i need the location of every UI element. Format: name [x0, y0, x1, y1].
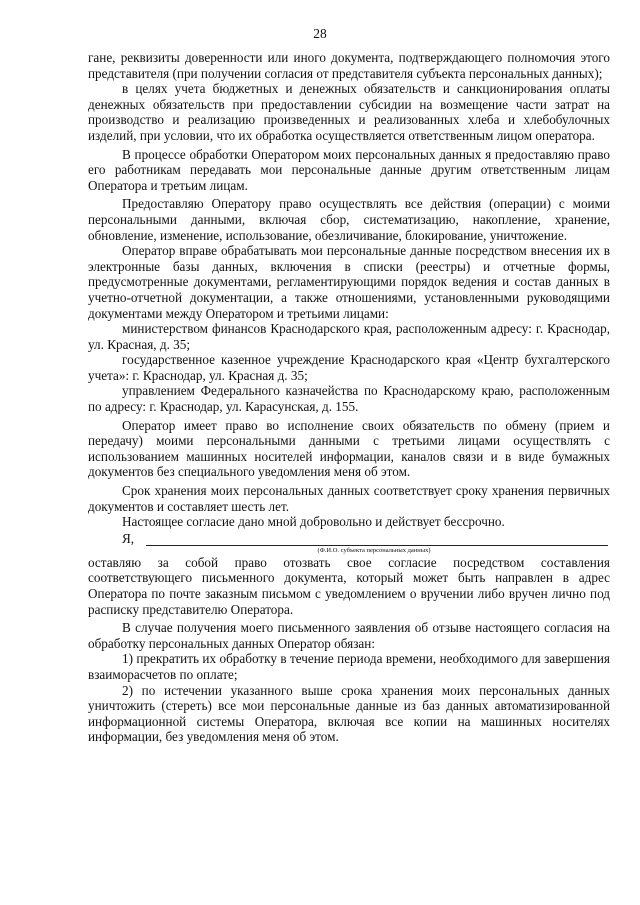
- paragraph-transfer-right: В процессе обработки Оператором моих персональных данных я предоставляю право его работникам передавать мои персональные данные другим ответственным лицам Оператора и третьим лицам.: [88, 146, 610, 193]
- paragraph-exchange: Оператор имеет право во исполнение своих обязательств по обмену (прием и передачу) моими персональными данными с третьими лицами осуществлять с использованием машинных носителей информации, каналов связи и в виде бумажных документов без специального уведомления меня об этом.: [88, 417, 610, 480]
- paragraph-representative: гане, реквизиты доверенности или иного документа, подтверждающего полномочия этого представителя (при получении согласия от представителя субъекта персональных данных);: [88, 50, 610, 81]
- third-party-ministry: министерством финансов Краснодарского края, расположенным адресу: г. Краснодар, ул. Красная, д. 35;: [88, 321, 610, 352]
- list-item-stop-processing: 1) прекратить их обработку в течение периода времени, необходимого для завершения взаиморасчетов по оплате;: [88, 651, 610, 682]
- paragraph-budget-purpose: в целях учета бюджетных и денежных обязательств и санкционирования оплаты денежных обязательств при предоставлении субсидии на возмещение части затрат на производство и реализацию произведенных и реализованных хлеба и хлебобулочных изделий, при условии, что их обработка осуществляется ответственным лицом оператора.: [88, 81, 610, 143]
- signature-prefix: Я,: [122, 530, 135, 546]
- paragraph-operations: Предоставляю Оператору право осуществлять все действия (операции) с моими персональными данными, включая сбор, систематизацию, накопление, хранение, обновление, изменение, использование, обезличивание, блокирование, уничтожение.: [88, 196, 610, 243]
- paragraph-retention: Срок хранения моих персональных данных соответствует сроку хранения первичных документов и составляет шесть лет.: [88, 483, 610, 514]
- signature-row: [88, 531, 610, 549]
- list-item-destroy-data: 2) по истечении указанного выше срока хранения моих персональных данных уничтожить (стереть) все мои персональные данные из баз данных автоматизированной информационной системы Оператора, включая все копии на машинных носителях информации, без уведомления меня об этом.: [88, 682, 610, 745]
- paragraph-revocation-obligation: В случае получения моего письменного заявления об отзыве настоящего согласия на обработку персональных данных Оператор обязан:: [88, 620, 610, 651]
- signature-caption: (Ф.И.О. субъекта персональных данных): [317, 546, 431, 554]
- paragraph-revoke-right: оставляю за собой право отозвать свое согласие посредством составления соответствующего письменного документа, который может быть направлен в адрес Оператора по почте заказным письмом с уведомлением о вручении либо вручен лично под расписку представителю Оператора.: [88, 554, 610, 617]
- signature-fill-line: [146, 545, 608, 546]
- third-party-accounting-center: государственное казенное учреждение Краснодарского края «Центр бухгалтерского учета»: г. Краснодар, ул. Красная д. 35;: [88, 352, 610, 383]
- paragraph-processing: Оператор вправе обрабатывать мои персональные данные посредством внесения их в электронные базы данных, включения в списки (реестры) и отчетные формы, предусмотренные документами, регламентирующими порядок ведения и состав данных в учетно-отчетной документации, а также отношениями, установленными руководящими документами между Оператором и третьими лицами:: [88, 243, 610, 321]
- paragraph-consent-given: Настоящее согласие дано мной добровольно и действует бессрочно.: [122, 514, 505, 530]
- third-party-treasury: управлением Федерального казначейства по Краснодарскому краю, расположенным по адресу: г. Краснодар, ул. Карасунская, д. 155.: [88, 383, 610, 415]
- document-body: [88, 50, 610, 745]
- page-number: 28: [313, 26, 327, 41]
